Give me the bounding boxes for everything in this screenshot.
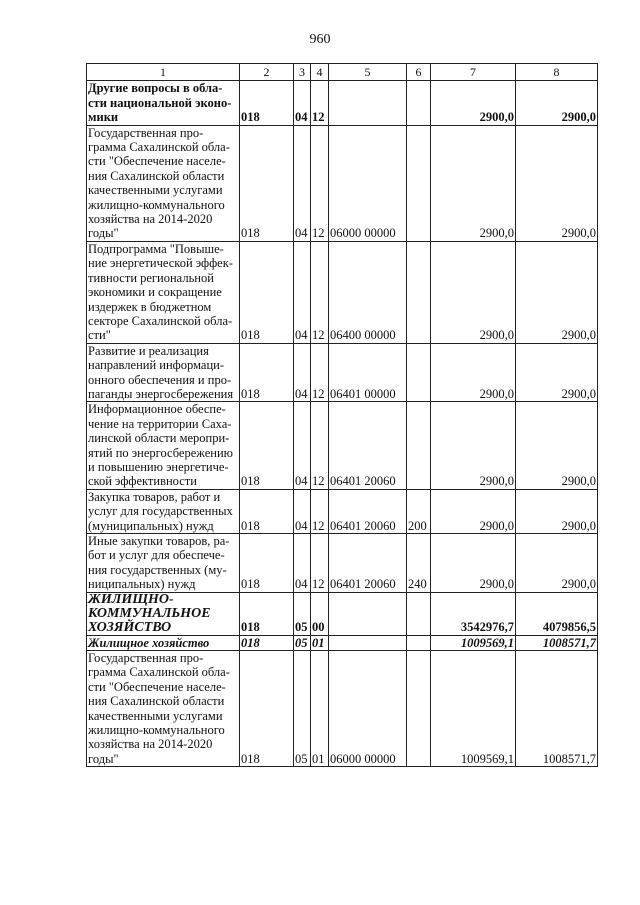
row-code-expense-type	[407, 241, 431, 343]
row-name: ЖИЛИЩНО- КОММУНАЛЬНОЕ ХОЗЯЙСТВО	[87, 592, 240, 635]
row-code-subsection: 01	[311, 635, 329, 650]
column-header: 7	[431, 64, 516, 81]
row-amount-year-2: 2900,0	[516, 81, 598, 125]
column-header: 3	[294, 64, 311, 81]
row-code-expense-type	[407, 635, 431, 650]
row-code-admin: 018	[240, 343, 294, 402]
row-code-section: 04	[294, 402, 311, 489]
row-code-subsection: 01	[311, 651, 329, 767]
row-amount-year-2: 2900,0	[516, 489, 598, 533]
column-header: 4	[311, 64, 329, 81]
row-amount-year-1: 2900,0	[431, 125, 516, 241]
row-code-subsection: 12	[311, 489, 329, 533]
row-amount-year-2: 1008571,7	[516, 635, 598, 650]
row-code-section: 05	[294, 592, 311, 635]
row-code-target	[329, 81, 407, 125]
table-row	[87, 402, 598, 489]
row-code-admin: 018	[240, 241, 294, 343]
row-code-section: 04	[294, 489, 311, 533]
row-code-section: 04	[294, 343, 311, 402]
column-header: 2	[240, 64, 294, 81]
row-code-admin: 018	[240, 635, 294, 650]
row-code-target: 06401 20060	[329, 402, 407, 489]
column-header: 6	[407, 64, 431, 81]
table-row	[87, 651, 598, 767]
row-amount-year-2: 2900,0	[516, 125, 598, 241]
row-code-admin: 018	[240, 489, 294, 533]
table-row	[87, 343, 598, 402]
row-code-section: 04	[294, 534, 311, 593]
table-row	[87, 489, 598, 533]
row-amount-year-1: 2900,0	[431, 81, 516, 125]
row-name: Государственная про- грамма Сахалинской обла- сти "Обеспечение населе- ния Сахалинской области качественными услугами жилищно-коммунального хозяйства на 2014-2020 годы"	[87, 125, 240, 241]
row-code-section: 04	[294, 81, 311, 125]
row-amount-year-2: 4079856,5	[516, 592, 598, 635]
table-row	[87, 534, 598, 593]
column-header: 1	[87, 64, 240, 81]
row-code-expense-type	[407, 81, 431, 125]
table-row	[87, 635, 598, 650]
row-code-target: 06400 00000	[329, 241, 407, 343]
row-code-section: 04	[294, 125, 311, 241]
row-amount-year-2: 2900,0	[516, 534, 598, 593]
row-name: Иные закупки товаров, ра- бот и услуг для обеспече- ния государственных (му- ниципальных) нужд	[87, 534, 240, 593]
row-code-subsection: 12	[311, 343, 329, 402]
row-code-expense-type	[407, 402, 431, 489]
row-amount-year-1: 3542976,7	[431, 592, 516, 635]
page-number: 960	[309, 32, 331, 47]
row-name: Подпрограмма "Повыше- ние энергетической эффек- тивности региональной экономики и сокращение издержек в бюджетном секторе Сахалинской обла- сти"	[87, 241, 240, 343]
row-code-target	[329, 592, 407, 635]
row-amount-year-2: 2900,0	[516, 402, 598, 489]
row-amount-year-1: 2900,0	[431, 534, 516, 593]
row-code-expense-type	[407, 125, 431, 241]
column-header: 5	[329, 64, 407, 81]
row-name: Информационное обеспе- чение на территории Саха- линской области меропри- ятий по энергосбережению и повышению энергетиче- ской эффективности	[87, 402, 240, 489]
row-code-target: 06401 20060	[329, 534, 407, 593]
row-code-section: 04	[294, 241, 311, 343]
row-code-admin: 018	[240, 125, 294, 241]
row-code-expense-type: 200	[407, 489, 431, 533]
row-code-expense-type	[407, 343, 431, 402]
row-amount-year-1: 1009569,1	[431, 651, 516, 767]
row-amount-year-1: 1009569,1	[431, 635, 516, 650]
row-code-subsection: 12	[311, 125, 329, 241]
table-row	[87, 241, 598, 343]
row-code-subsection: 12	[311, 241, 329, 343]
row-name: Развитие и реализация направлений информаци- онного обеспечения и про- паганды энергосбережения	[87, 343, 240, 402]
budget-table	[86, 63, 598, 767]
header-row	[87, 64, 598, 81]
row-amount-year-1: 2900,0	[431, 343, 516, 402]
row-amount-year-2: 2900,0	[516, 343, 598, 402]
row-code-section: 05	[294, 651, 311, 767]
row-code-expense-type: 240	[407, 534, 431, 593]
row-code-expense-type	[407, 592, 431, 635]
row-code-subsection: 12	[311, 534, 329, 593]
row-code-target: 06000 00000	[329, 651, 407, 767]
table-row	[87, 81, 598, 125]
row-code-target	[329, 635, 407, 650]
row-code-subsection: 00	[311, 592, 329, 635]
row-code-subsection: 12	[311, 402, 329, 489]
row-code-target: 06401 00000	[329, 343, 407, 402]
row-amount-year-2: 2900,0	[516, 241, 598, 343]
row-amount-year-2: 1008571,7	[516, 651, 598, 767]
row-code-admin: 018	[240, 592, 294, 635]
row-code-subsection: 12	[311, 81, 329, 125]
table-row	[87, 125, 598, 241]
table-body	[87, 81, 598, 767]
row-code-target: 06000 00000	[329, 125, 407, 241]
row-code-admin: 018	[240, 81, 294, 125]
row-amount-year-1: 2900,0	[431, 489, 516, 533]
row-name: Государственная про- грамма Сахалинской обла- сти "Обеспечение населе- ния Сахалинской области качественными услугами жилищно-коммунального хозяйства на 2014-2020 годы"	[87, 651, 240, 767]
row-name: Другие вопросы в обла- сти национальной эконо- мики	[87, 81, 240, 125]
row-code-expense-type	[407, 651, 431, 767]
column-header: 8	[516, 64, 598, 81]
row-code-admin: 018	[240, 651, 294, 767]
row-name: Жилищное хозяйство	[87, 635, 240, 650]
row-amount-year-1: 2900,0	[431, 402, 516, 489]
row-code-target: 06401 20060	[329, 489, 407, 533]
row-code-section: 05	[294, 635, 311, 650]
row-amount-year-1: 2900,0	[431, 241, 516, 343]
table-row	[87, 592, 598, 635]
row-code-admin: 018	[240, 402, 294, 489]
row-code-admin: 018	[240, 534, 294, 593]
row-name: Закупка товаров, работ и услуг для государственных (муниципальных) нужд	[87, 489, 240, 533]
